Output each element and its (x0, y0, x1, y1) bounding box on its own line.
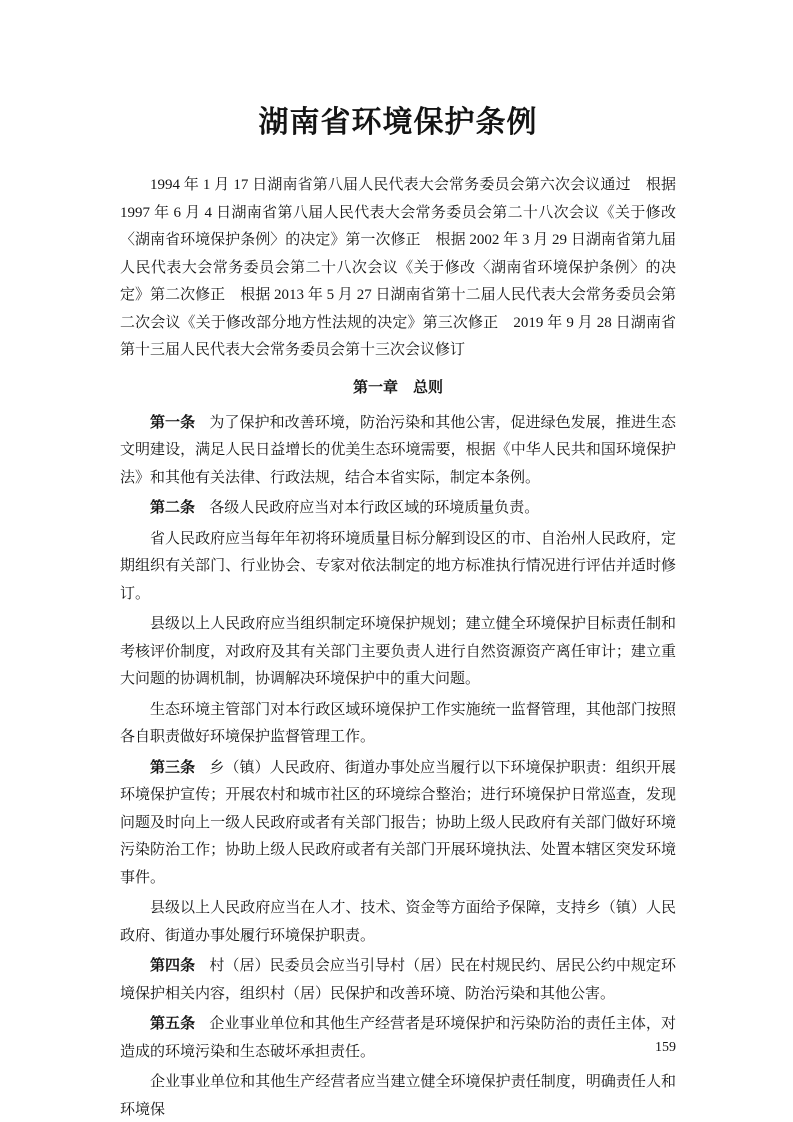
paragraph-text: 县级以上人民政府应当在人才、技术、资金等方面给予保障，支持乡（镇）人民政府、街道办事处履行环境保护职责。 (120, 900, 676, 944)
paragraph (120, 526, 676, 609)
paragraph-text: 县级以上人民政府应当组织制定环境保护规划；建立健全环境保护目标责任制和考核评价制度，对政府及其有关部门主要负责人进行自然资源资产离任审计；建立重大问题的协调机制，协调解决环境保护中的重大问题。 (120, 616, 676, 687)
paragraph (120, 1011, 676, 1066)
paragraph-text: 企业事业单位和其他生产经营者应当建立健全环境保护责任制度，明确责任人和环境保 (120, 1074, 676, 1118)
paragraph (120, 1069, 676, 1122)
article-number: 第二条 (150, 500, 196, 516)
paragraph-text: 各级人民政府应当对本行政区域的环境质量负责。 (209, 500, 540, 516)
article-number: 第五条 (150, 1016, 196, 1032)
paragraph (120, 611, 676, 694)
paragraph (120, 755, 676, 893)
paragraph (120, 495, 676, 523)
document-title: 湖南省环境保护条例 (258, 106, 538, 139)
paragraph-text: 村（居）民委员会应当引导村（居）民在村规民约、居民公约中规定环境保护相关内容，组织村（居）民保护和改善环境、防治污染和其他公害。 (120, 958, 676, 1002)
paragraph-text: 省人民政府应当每年年初将环境质量目标分解到设区的市、自治州人民政府，定期组织有关部门、行业协会、专家对依法制定的地方标准执行情况进行评估并适时修订。 (120, 530, 676, 602)
article-number: 第四条 (150, 958, 196, 974)
document-body (120, 410, 676, 1122)
article-number: 第一条 (150, 414, 196, 431)
paragraph-text: 为了保护和改善环境，防治污染和其他公害，促进绿色发展，推进生态文明建设，满足人民日益增长的优美生态环境需要，根据《中华人民共和国环境保护法》和其他有关法律、行政法规，结合本省实际，制定本条例。 (120, 414, 676, 486)
paragraph (120, 953, 676, 1008)
preamble: 1994 年 1 月 17 日湖南省第八届人民代表大会常务委员会第六次会议通过 根据 1997 年 6 月 4 日湖南省第八届人民代表大会常务委员会第二十八次会议《关于修改〈湖南省环境保护条例〉的决定》第一次修正 根据 2002 年 3 月 29 日湖南省第九届人民代表大会常务委员会第二十八次会议《关于修改〈湖南省环境保护条例〉的决定》第二次修正 根据 2013 年 5 月 27 日湖南省第十二届人民代表大会常务委员会第二次会议《关于修改部分地方性法规的决定》第三次修正 2019 年 9 月 28 日湖南省第十三届人民代表大会常务委员会第十三次会议修订 (120, 177, 676, 358)
chapter-heading: 第一章 总则 (352, 379, 443, 396)
paragraph (120, 895, 676, 950)
paragraph (120, 410, 676, 493)
paragraph-text: 企业事业单位和其他生产经营者是环境保护和污染防治的责任主体，对造成的环境污染和生态破坏承担责任。 (120, 1016, 676, 1060)
page-number: 159 (655, 1040, 676, 1055)
paragraph-text: 生态环境主管部门对本行政区域环境保护工作实施统一监督管理，其他部门按照各自职责做好环境保护监督管理工作。 (120, 701, 676, 745)
paragraph (120, 697, 676, 752)
article-number: 第三条 (150, 759, 196, 776)
paragraph-text: 乡（镇）人民政府、街道办事处应当履行以下环境保护职责：组织开展环境保护宣传；开展农村和城市社区的环境综合整治；进行环境保护日常巡查，发现问题及时向上一级人民政府或者有关部门报告；协助上级人民政府有关部门做好环境污染防治工作；协助上级人民政府或者有关部门开展环境执法、处置本辖区突发环境事件。 (120, 759, 676, 886)
